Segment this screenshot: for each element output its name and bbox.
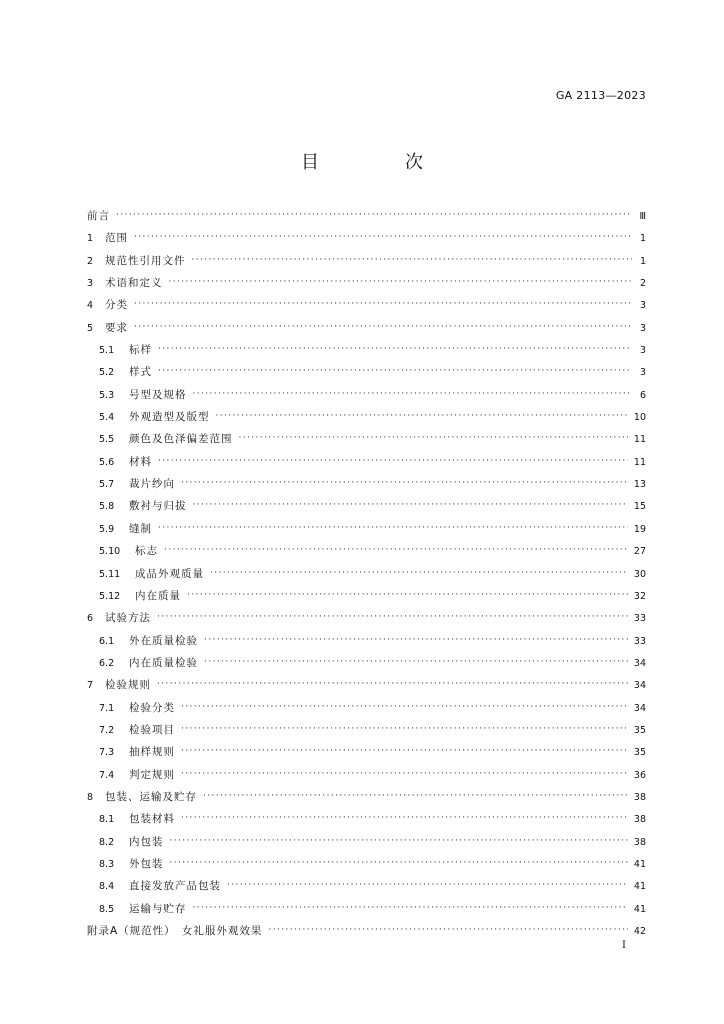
dot-leader [203,784,628,806]
toc-entry-page: 19 [633,523,646,535]
standard-code: GA 2113—2023 [555,89,646,102]
toc-entry-page: 3 [639,300,646,312]
toc-entry-number: 8.1 [99,814,115,826]
dot-leader [181,739,628,761]
toc-entry[interactable] [87,451,646,473]
toc-entry[interactable] [87,920,646,942]
toc-entry-number: 8.2 [99,836,115,848]
toc-entry-title: 附录A（规范性） 女礼服外观效果 [87,925,263,937]
toc-entry[interactable] [87,607,646,629]
toc-entry-number: 8.4 [99,881,115,893]
toc-entry-number: 8.5 [99,903,115,915]
dot-leader [193,493,628,515]
toc-entry[interactable] [87,674,646,696]
toc-entry[interactable] [87,294,646,316]
toc-entry-number: 7.1 [99,702,115,714]
toc-entry-title: 裁片纱向 [129,478,175,491]
toc-entry[interactable] [87,227,646,249]
toc-entry-title: 分类 [105,299,128,312]
toc-entry-page: 3 [639,367,646,379]
toc-entry-number: 5 [87,322,94,334]
dot-leader [181,762,628,784]
toc-entry-page: 2 [639,278,646,290]
toc-entry-page: 42 [633,926,646,937]
toc-entry-title: 运输与贮存 [129,902,187,915]
toc-entry-number: 6.2 [99,657,115,669]
toc-entry[interactable] [87,428,646,450]
dot-leader [193,896,628,918]
dot-leader [134,292,632,314]
toc-entry-page: 33 [633,635,646,647]
toc-entry-page: 34 [633,702,646,714]
dot-leader [157,605,628,627]
toc-entry-number: 8 [87,791,94,803]
toc-entry[interactable] [87,384,646,406]
toc-entry-title: 术语和定义 [105,277,163,290]
toc-entry-title: 敷衬与归拔 [129,500,187,513]
toc-entry[interactable] [87,563,646,585]
toc-entry-page: 32 [633,590,646,602]
toc-entry[interactable] [87,898,646,920]
toc-entry-page: 38 [633,814,646,826]
toc-entry-page: 1 [639,233,646,245]
toc-entry-title: 外在质量检验 [129,634,198,647]
dot-leader [204,650,628,672]
toc-entry-number: 6.1 [99,635,115,647]
toc-entry-title: 检验项目 [129,723,175,736]
toc-entry-title: 标志 [135,545,158,558]
toc-entry-title: 内在质量 [135,589,181,602]
toc-entry-number: 5.12 [99,590,121,602]
toc-entry[interactable] [87,339,646,361]
toc-entry-title: 包装、运输及贮存 [105,790,197,803]
toc-entry-page: 15 [633,501,646,513]
toc-entry-page: 35 [633,747,646,759]
dot-leader [134,315,632,337]
toc-entry-title: 前言 [87,210,110,222]
toc-entry-page: 11 [633,456,646,468]
toc-entry-page: Ⅲ [639,211,646,222]
dot-leader [169,270,633,292]
toc-entry-page: 10 [633,412,646,424]
dot-leader [170,851,628,873]
toc-entry-title: 范围 [105,232,128,245]
toc-entry-page: 3 [639,345,646,357]
dot-leader [204,628,628,650]
toc-entry-title: 包装材料 [129,813,175,826]
toc-entry-title: 要求 [105,321,128,334]
toc-entry[interactable] [87,652,646,674]
page-title: 目 次 [301,152,457,173]
dot-leader [158,337,632,359]
toc-entry-number: 6 [87,613,94,625]
toc-entry-number: 1 [87,233,94,245]
toc-entry[interactable] [87,697,646,719]
toc-entry-page: 1 [639,255,646,267]
toc-entry-title: 内包装 [129,835,164,848]
toc-entry-page: 41 [633,903,646,915]
toc-entry-page: 13 [633,479,646,491]
toc-entry-number: 8.3 [99,858,115,870]
dot-leader [116,203,632,225]
toc-entry-number: 7 [87,680,94,692]
dot-leader [158,449,628,471]
toc-entry-number: 5.5 [99,434,115,446]
toc-entry-title: 检验规则 [105,679,151,692]
dot-leader [193,382,633,404]
toc-entry-title: 判定规则 [129,768,175,781]
toc-entry[interactable] [87,361,646,383]
dot-leader [192,248,633,270]
toc-entry[interactable] [87,473,646,495]
toc-entry-number: 5.4 [99,412,115,424]
toc-entry-page: 41 [633,881,646,893]
toc-entry-title: 样式 [129,366,152,379]
toc-entry-title: 外包装 [129,857,164,870]
toc-entry[interactable] [87,272,646,294]
dot-leader [239,426,628,448]
toc-entry-number: 5.2 [99,367,115,379]
toc-entry-title: 抽样规则 [129,746,175,759]
toc-entry-number: 5.11 [99,568,121,580]
dot-leader [181,717,628,739]
footer-page-number: I [622,940,626,951]
toc-entry-number: 2 [87,255,94,267]
toc-entry-title: 标样 [129,344,152,357]
toc-entry-page: 34 [633,680,646,692]
toc-entry[interactable] [87,853,646,875]
toc-entry-page: 33 [633,613,646,625]
toc-entry[interactable] [87,741,646,763]
dot-leader [164,538,628,560]
toc-entry-title: 直接发放产品包装 [129,880,221,893]
toc-entry[interactable] [87,831,646,853]
toc-entry[interactable] [87,518,646,540]
dot-leader [134,225,632,247]
dot-leader [170,829,628,851]
toc-entry-number: 7.2 [99,724,115,736]
toc-entry-title: 检验分类 [129,701,175,714]
toc-entry-number: 5.7 [99,479,115,491]
dot-leader [158,516,628,538]
toc-entry-page: 34 [633,657,646,669]
toc-entry[interactable] [87,317,646,339]
toc-entry-number: 5.8 [99,501,115,513]
toc-entry-number: 7.4 [99,769,115,781]
toc-entry[interactable] [87,495,646,517]
toc-entry-page: 41 [633,858,646,870]
toc-entry-title: 号型及规格 [129,388,187,401]
toc-entry[interactable] [87,205,646,227]
toc-entry[interactable] [87,630,646,652]
toc-entry[interactable] [87,808,646,830]
toc-entry-title: 成品外观质量 [135,567,204,580]
toc-entry[interactable] [87,585,646,607]
toc-entry-title: 缝制 [129,522,152,535]
dot-leader [268,918,627,940]
toc-entry-title: 颜色及色泽偏差范围 [129,433,233,446]
toc-entry-page: 38 [633,836,646,848]
toc-entry[interactable] [87,875,646,897]
toc-entry[interactable] [87,250,646,272]
toc-entry-page: 30 [633,568,646,580]
toc-entry-page: 27 [633,546,646,558]
toc-entry-page: 11 [633,434,646,446]
toc-entry-number: 3 [87,278,94,290]
dot-leader [210,561,628,583]
toc-entry-page: 36 [633,769,646,781]
dot-leader [181,471,628,493]
toc-entry-number: 5.3 [99,389,115,401]
toc-entry[interactable] [87,540,646,562]
toc-entry-title: 外观造型及版型 [129,411,210,424]
dot-leader [181,695,628,717]
toc-entry[interactable] [87,786,646,808]
toc-entry-title: 材料 [129,455,152,468]
dot-leader [157,672,628,694]
dot-leader [181,806,628,828]
dot-leader [216,404,628,426]
toc-entry[interactable] [87,719,646,741]
toc-entry-number: 7.3 [99,747,115,759]
toc-entry-title: 规范性引用文件 [105,254,186,267]
toc-entry-number: 4 [87,300,94,312]
toc-entry-page: 3 [639,322,646,334]
toc-entry-title: 内在质量检验 [129,656,198,669]
toc-entry-number: 5.6 [99,456,115,468]
toc-entry-number: 5.9 [99,523,115,535]
toc-entry[interactable] [87,406,646,428]
toc-entry-page: 38 [633,791,646,803]
dot-leader [158,359,632,381]
toc-entry-page: 6 [639,389,646,401]
toc-entry-page: 35 [633,724,646,736]
toc-entry-number: 5.1 [99,345,115,357]
table-of-contents [87,205,646,942]
toc-entry-title: 试验方法 [105,612,151,625]
toc-entry[interactable] [87,764,646,786]
dot-leader [227,873,628,895]
dot-leader [187,583,628,605]
toc-entry-number: 5.10 [99,546,121,558]
